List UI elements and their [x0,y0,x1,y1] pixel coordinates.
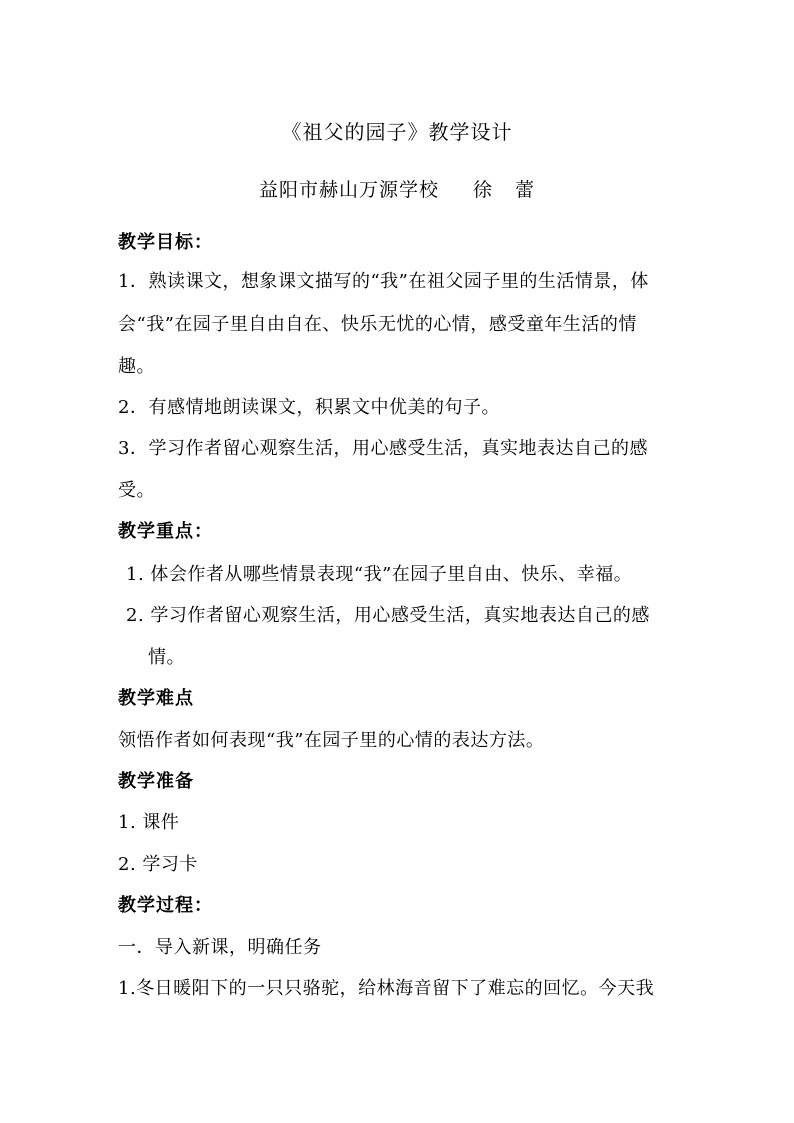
objective-3-line-2: 受。 [118,480,155,501]
author-name-part2: 蕾 [515,179,536,201]
author-line [0,175,794,202]
process-step-1: 一．导入新课，明确任务 [118,937,322,958]
key-point-1: 1. 体会作者从哪些情景表现“我”在园子里自由、快乐、幸福。 [126,564,633,585]
objective-2: 2．有感情地朗读课文，积累文中优美的句子。 [118,397,500,418]
process-paragraph-1: 1.冬日暖阳下的一只只骆驼，给林海音留下了难忘的回忆。今天我 [118,978,655,999]
preparation-heading: 教学准备 [118,771,194,792]
difficulty-text: 领悟作者如何表现“我”在园子里的心情的表达方法。 [118,730,545,751]
author-name-part1: 徐 [472,179,493,201]
difficulty-heading: 教学难点 [118,688,194,709]
objectives-heading: 教学目标： [118,232,213,253]
author-school: 益阳市赫山万源学校 [258,179,439,201]
key-points-heading: 教学重点： [118,521,213,542]
objective-1-line-1: 1．熟读课文，想象课文描写的“我”在祖父园子里的生活情景，体 [118,271,649,292]
objective-1-line-2: 会“我”在园子里自由自在、快乐无忧的心情，感受童年生活的情 [118,314,637,335]
key-point-2-line-2: 情。 [148,647,185,668]
objective-3-line-1: 3．学习作者留心观察生活，用心感受生活，真实地表达自己的感 [118,438,648,459]
key-point-2-line-1: 2. 学习作者留心观察生活，用心感受生活，真实地表达自己的感 [126,605,650,626]
preparation-item-1: 1. 课件 [118,812,180,833]
process-heading: 教学过程： [118,895,213,916]
preparation-item-2: 2. 学习卡 [118,854,198,875]
objective-1-line-3: 趣。 [118,356,155,377]
document-title: 《祖父的园子》教学设计 [281,120,513,144]
